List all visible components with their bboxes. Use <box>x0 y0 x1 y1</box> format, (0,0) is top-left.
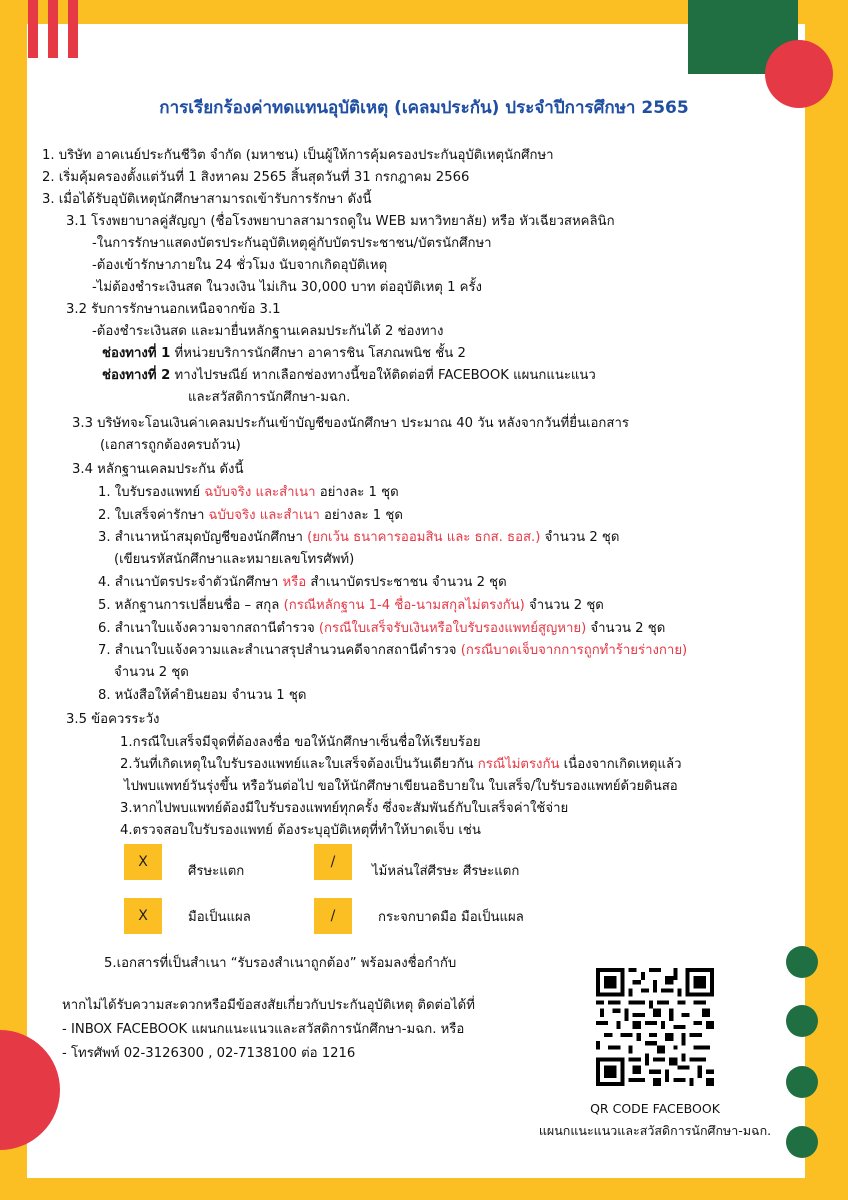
channel-2 <box>102 366 596 386</box>
doc-6 <box>98 619 665 639</box>
channel-1-text: ที่หน่วยบริการนักศึกษา อาคารชิน โสภณพนิช ชั้น 2 <box>170 346 466 361</box>
wrong-mark-box: X <box>124 844 162 880</box>
doc-6-text: 6. สำเนาใบแจ้งความจากสถานีตำรวจ <box>98 621 319 636</box>
doc-7-highlight: (กรณีบาดเจ็บจากการถูกทำร้ายร่างกาย) <box>460 643 688 658</box>
doc-4-qty: สำเนาบัตรประชาชน จำนวน 2 ชุด <box>306 575 507 590</box>
doc-5-highlight: (กรณีหลักฐาน 1-4 ชื่อ-นามสกุลไม่ตรงกัน) <box>283 598 525 613</box>
doc-7 <box>98 641 687 661</box>
item-3-1: 3.1 โรงพยาบาลคู่สัญญา (ชื่อโรงพยาบาลสามารถดูใน WEB มหาวิทยาลัย) หรือ หัวเฉียวสหคลินิก <box>66 214 615 229</box>
item-3-5: 3.5 ข้อควรระวัง <box>66 712 160 727</box>
caution-2-cont: ไปพบแพทย์วันรุ่งขึ้น หรือวันต่อไป ขอให้นักศึกษาเขียนอธิบายใน ใบเสร็จ/ใบรับรองแพทย์ด้วยดินสอ <box>124 779 678 794</box>
item-1: 1. บริษัท อาคเนย์ประกันชีวิต จำกัด (มหาชน) เป็นผู้ให้การคุ้มครองประกันอุบัติเหตุนักศึกษา <box>42 148 554 163</box>
item-3-2: 3.2 รับการรักษานอกเหนือจากข้อ 3.1 <box>66 302 281 317</box>
doc-1-qty: อย่างละ 1 ชุด <box>315 485 399 500</box>
caution-2 <box>120 755 681 775</box>
wrong-example-text: มือเป็นแผล <box>188 910 251 925</box>
channel-2-text: ทางไปรษณีย์ หากเลือกช่องทางนี้ขอให้ติดต่อที่ FACEBOOK แผนกแนะแนว <box>170 368 596 383</box>
item-3-3-note: (เอกสารถูกต้องครบถ้วน) <box>100 438 241 453</box>
channel-2-text-cont: และสวัสดิการนักศึกษา-มฉก. <box>188 390 351 405</box>
contact-phone: - โทรศัพท์ 02-3126300 , 02-7138100 ต่อ 1216 <box>62 1046 356 1061</box>
wrong-example-text: ศีรษะแตก <box>188 864 245 879</box>
doc-4-text: 4. สำเนาบัตรประจำตัวนักศึกษา <box>98 575 283 590</box>
caution-2-highlight: กรณีไม่ตรงกัน <box>477 757 560 772</box>
caution-5: 5.เอกสารที่เป็นสำเนา “รับรองสำเนาถูกต้อง” พร้อมลงชื่อกำกับ <box>104 956 457 971</box>
caution-1: 1.กรณีใบเสร็จมีจุดที่ต้องลงชื่อ ขอให้นักศึกษาเซ็นชื่อให้เรียบร้อย <box>120 735 481 750</box>
doc-3-highlight: (ยกเว้น ธนาคารออมสิน และ ธกส. ธอส.) <box>307 530 541 545</box>
right-mark-box: / <box>314 898 352 934</box>
doc-2-qty: อย่างละ 1 ชุด <box>319 508 403 523</box>
doc-2-highlight: ฉบับจริง และสำเนา <box>208 508 320 523</box>
item-3-1-c: -ไม่ต้องชำระเงินสด ในวงเงิน ไม่เกิน 30,000 บาท ต่ออุบัติเหตุ 1 ครั้ง <box>92 280 482 295</box>
caution-2-text: 2.วันที่เกิดเหตุในใบรับรองแพทย์และใบเสร็จต้องเป็นวันเดียวกัน <box>120 757 478 772</box>
qr-code-image[interactable] <box>596 968 714 1086</box>
item-3-3: 3.3 บริษัทจะโอนเงินค่าเคลมประกันเข้าบัญชีของนักศึกษา ประมาณ 40 วัน หลังจากวันที่ยื่นเอกสาร <box>72 416 629 431</box>
item-3-1-a: -ในการรักษาแสดงบัตรประกันอุบัติเหตุคู่กับบัตรประชาชน/บัตรนักศึกษา <box>92 236 492 251</box>
doc-2 <box>98 506 403 526</box>
caution-4: 4.ตรวจสอบใบรับรองแพทย์ ต้องระบุอุบัติเหตุที่ทำให้บาดเจ็บ เช่น <box>120 823 481 838</box>
caution-2-text-end: เนื่องจากเกิดเหตุแล้ว <box>559 757 682 772</box>
doc-3 <box>98 528 619 548</box>
item-2: 2. เริ่มคุ้มครองตั้งแต่วันที่ 1 สิงหาคม 2565 สิ้นสุดวันที่ 31 กรกฎาคม 2566 <box>42 170 470 185</box>
contact-facebook: - INBOX FACEBOOK แผนกแนะแนวและสวัสดิการนักศึกษา-มฉก. หรือ <box>62 1022 465 1037</box>
item-3-2-a: -ต้องชำระเงินสด และมายื่นหลักฐานเคลมประกันได้ 2 ช่องทาง <box>92 324 444 339</box>
right-mark-box: / <box>314 844 352 880</box>
item-3-4: 3.4 หลักฐานเคลมประกัน ดังนี้ <box>72 462 244 477</box>
doc-1 <box>98 483 399 503</box>
doc-6-highlight: (กรณีใบเสร็จรับเงินหรือใบรับรองแพทย์สูญหาย) <box>318 621 587 636</box>
wrong-mark-box: X <box>124 898 162 934</box>
item-3-1-b: -ต้องเข้ารักษาภายใน 24 ชั่วโมง นับจากเกิดอุบัติเหตุ <box>92 258 388 273</box>
doc-1-text: 1. ใบรับรองแพทย์ <box>98 485 205 500</box>
channel-2-label: ช่องทางที่ 2 <box>102 368 171 383</box>
doc-4 <box>98 573 507 593</box>
item-3: 3. เมื่อได้รับอุบัติเหตุนักศึกษาสามารถเข้ารับการรักษา ดังนี้ <box>42 192 372 207</box>
caution-3: 3.หากไปพบแพทย์ต้องมีใบรับรองแพทย์ทุกครั้ง ซึ่งจะสัมพันธ์กับใบเสร็จค่าใช้จ่าย <box>120 801 569 816</box>
doc-5-text: 5. หลักฐานการเปลี่ยนชื่อ – สกุล <box>98 598 284 613</box>
doc-7-qty: จำนวน 2 ชุด <box>114 665 189 680</box>
page-title: การเรียกร้องค่าทดแทนอุบัติเหตุ (เคลมประกัน) ประจำปีการศึกษา 2565 <box>159 98 689 118</box>
doc-5-qty: จำนวน 2 ชุด <box>524 598 604 613</box>
doc-6-qty: จำนวน 2 ชุด <box>586 621 666 636</box>
right-example-text: ไม้หล่นใส่ศีรษะ ศีรษะแตก <box>372 864 520 879</box>
doc-3-note: (เขียนรหัสนักศึกษาและหมายเลขโทรศัพท์) <box>114 552 355 567</box>
qr-caption: QR CODE FACEBOOK <box>590 1101 720 1116</box>
doc-5 <box>98 596 604 616</box>
doc-3-qty: จำนวน 2 ชุด <box>540 530 620 545</box>
channel-1-label: ช่องทางที่ 1 <box>102 346 171 361</box>
contact-intro: หากไม่ได้รับความสะดวกหรือมีข้อสงสัยเกี่ยวกับประกันอุบัติเหตุ ติดต่อได้ที่ <box>62 998 475 1013</box>
doc-4-highlight: หรือ <box>282 575 307 590</box>
doc-8: 8. หนังสือให้คำยินยอม จำนวน 1 ชุด <box>98 688 307 703</box>
doc-7-text: 7. สำเนาใบแจ้งความและสำเนาสรุปสำนวนคดีจากสถานีตำรวจ <box>98 643 461 658</box>
qr-caption-sub: แผนกแนะแนวและสวัสดิการนักศึกษา-มฉก. <box>538 1123 772 1138</box>
doc-3-text: 3. สำเนาหน้าสมุดบัญชีของนักศึกษา <box>98 530 308 545</box>
channel-1 <box>102 344 466 364</box>
right-example-text: กระจกบาดมือ มือเป็นแผล <box>378 910 524 925</box>
doc-2-text: 2. ใบเสร็จค่ารักษา <box>98 508 209 523</box>
doc-1-highlight: ฉบับจริง และสำเนา <box>204 485 316 500</box>
